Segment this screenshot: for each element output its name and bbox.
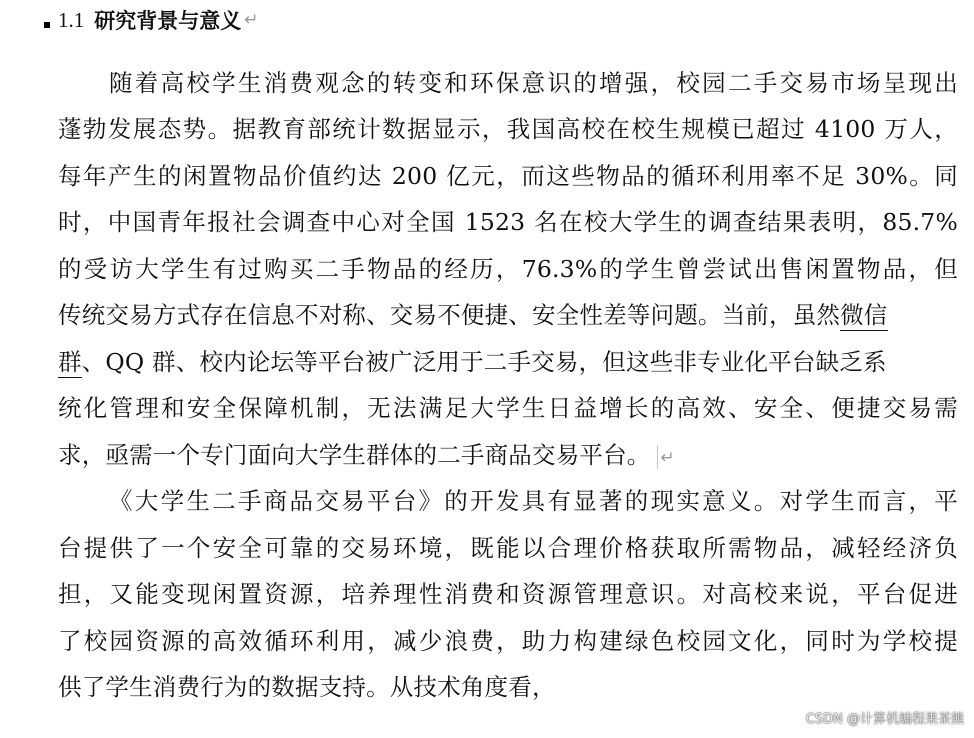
line-text: 、QQ 群、校内论坛等平台被广泛用于二手交易，但这些非专业化平台缺乏系 (81, 348, 887, 376)
section-number: 1.1 (58, 7, 85, 32)
paragraph-line: 蓬勃发展态势。据教育部统计数据显示，我国高校在校生规模已超过 4100 万人， (58, 115, 958, 143)
paragraph-line (58, 342, 958, 382)
paragraph-line: 随着高校学生消费观念的转变和环保意识的增强，校园二手交易市场呈现出 (109, 69, 958, 97)
paragraph-line: 《大学生二手商品交易平台》的开发具有显著的现实意义。对学生而言，平 (109, 487, 958, 515)
paragraph-line: 台提供了一个安全可靠的交易环境，既能以合理价格获取所需物品，减轻经济负 (58, 534, 958, 562)
paragraph-line: 统化管理和安全保障机制，无法满足大学生日益增长的高效、安全、便捷交易需 (58, 394, 958, 422)
section-heading (44, 4, 259, 36)
paragraph-line: 了校园资源的高效循环利用，减少浪费，助力构建绿色校园文化，同时为学校提 (58, 627, 958, 655)
paragraph-line (58, 295, 958, 335)
heading-bullet-icon (44, 22, 50, 28)
paragraph-line: 每年产生的闲置物品价值约达 200 亿元，而这些物品的循环利用率不足 30%。同 (58, 162, 958, 190)
underlined-text: 微信 (840, 301, 888, 329)
section-title: 研究背景与意义 (94, 9, 242, 33)
paragraph-mark-icon: ↵ (660, 448, 675, 468)
paragraph-line: 供了学生消费行为的数据支持。从技术角度看， (58, 673, 556, 701)
line-text: 求，亟需一个专门面向大学生群体的二手商品交易平台。 (58, 441, 651, 469)
paragraph-line (58, 435, 958, 475)
line-text: 传统交易方式存在信息不对称、交易不便捷、安全性差等问题。当前，虽然 (58, 301, 841, 329)
text-cursor (657, 445, 658, 469)
paragraph-line: 担，又能变现闲置资源，培养理性消费和资源管理意识。对高校来说，平台促进 (58, 580, 958, 608)
paragraph-line: 时，中国青年报社会调查中心对全国 1523 名在校大学生的调查结果表明，85.7% (58, 208, 958, 236)
paragraph-line: 的受访大学生有过购买二手物品的经历，76.3%的学生曾尝试出售闲置物品，但 (58, 255, 958, 283)
underlined-text: 群 (58, 348, 82, 376)
paragraph-mark-icon: ↵ (244, 10, 259, 30)
watermark: CSDN @计算机编程果茶熊 (805, 712, 964, 727)
